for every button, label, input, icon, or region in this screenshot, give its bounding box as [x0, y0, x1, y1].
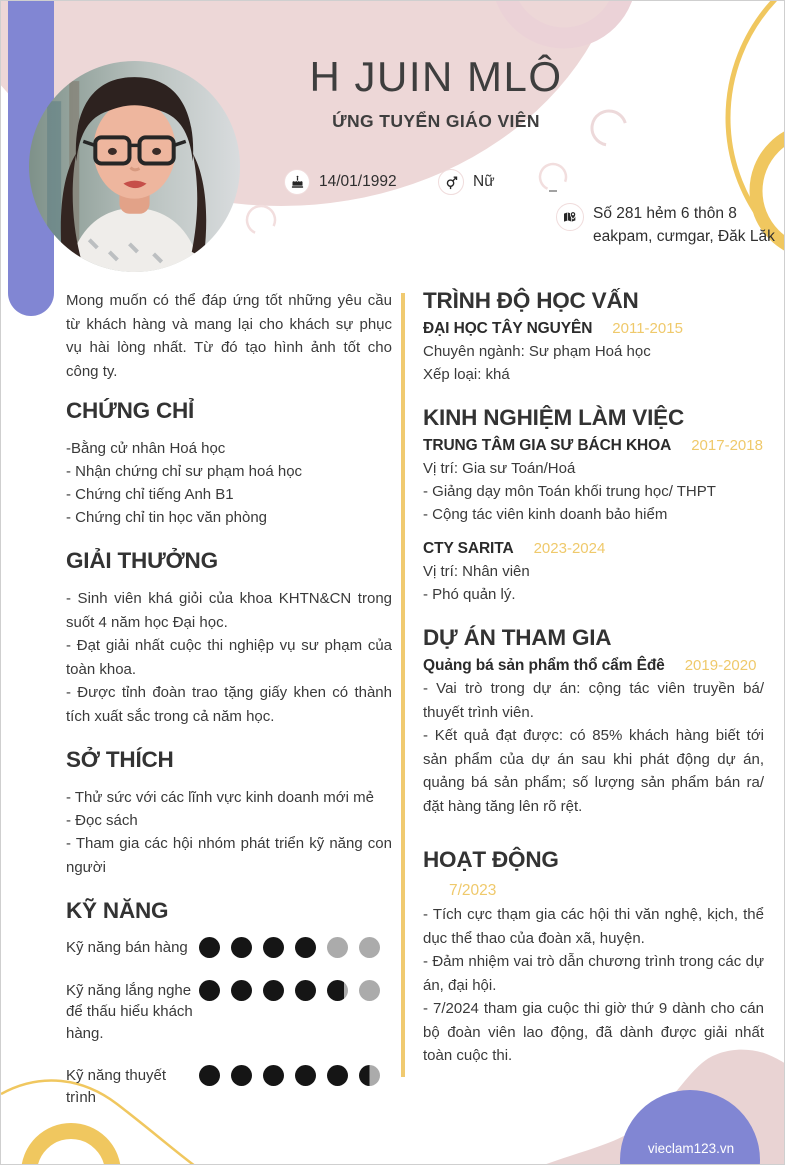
- skill-dot: [327, 1065, 348, 1086]
- intro-text: Mong muốn có thể đáp ứng tốt những yêu cầu từ khách hàng và mang lại cho khách sự phục vụ hài lòng nhất. Từ đó tạo hình ảnh tốt cho công ty.: [66, 292, 392, 380]
- right-column: [423, 287, 764, 1086]
- profile-photo-image: [29, 61, 240, 272]
- skill-dots: [199, 980, 380, 1001]
- skill-dot: [231, 1065, 252, 1086]
- skill-dot: [263, 1065, 284, 1086]
- job-line: - Cộng tác viên kinh doanh bảo hiểm: [423, 506, 668, 523]
- birthday-row: [284, 169, 397, 195]
- skill-label: Kỹ năng lắng nghe để thấu hiểu khách hàng.: [66, 981, 193, 1042]
- education-years: 2011-2015: [612, 320, 683, 337]
- job-line: Vị trí: Nhân viên: [423, 563, 530, 580]
- skill-row: [66, 980, 392, 1045]
- skill-dot: [295, 1065, 316, 1086]
- job-line: Vị trí: Gia sư Toán/Hoá: [423, 460, 576, 477]
- hobby-item: - Tham gia các hội nhóm phát triển kỹ năng con người: [66, 835, 392, 876]
- activity-line: - Đảm nhiệm vai trò dẫn chương trình trong các dự án, đại hội.: [423, 953, 764, 994]
- hobby-item: - Thử sức với các lĩnh vực kinh doanh mới mẻ: [66, 789, 374, 806]
- activity-line: - 7/2024 tham gia cuộc thi giờ thứ 9 dành cho cán bộ đoàn viên lao động, đã dành được giải nhất toàn cuộc thi.: [423, 1000, 764, 1064]
- project-line: - Kết quả đạt được: có 85% khách hàng biết tới sản phẩm của dự án sau khi phát động dự án, quảng bá sản phẩm; số lượng sản phẩm bán ra/đặt hàng tăng lên rõ rệt.: [423, 727, 764, 815]
- education-line: Chuyên ngành: Sư phạm Hoá học: [423, 343, 651, 360]
- skill-dot: [231, 980, 252, 1001]
- experience-heading: KINH NGHIỆM LÀM VIỆC: [423, 405, 685, 430]
- candidate-title: ỨNG TUYỂN GIÁO VIÊN: [332, 111, 540, 131]
- hobbies-heading: SỞ THÍCH: [66, 747, 174, 772]
- address-line-2: eakpam, cưmgar, Đăk Lăk: [593, 227, 775, 245]
- project-years: 2019-2020: [684, 657, 757, 674]
- map-pin-icon: [556, 203, 584, 231]
- gender-row: [438, 169, 495, 195]
- skill-dot: [263, 980, 284, 1001]
- certificate-item: - Nhận chứng chỉ sư phạm hoá học: [66, 463, 303, 480]
- education-heading: TRÌNH ĐỘ HỌC VẤN: [423, 288, 639, 313]
- pink-ring-small-2: [536, 160, 571, 195]
- gender-value: Nữ: [473, 173, 495, 190]
- skill-label: Kỹ năng thuyết trình: [66, 1067, 167, 1106]
- skill-label: Kỹ năng bán hàng: [66, 939, 188, 956]
- address-row: [556, 203, 775, 248]
- skill-dot: [231, 937, 252, 958]
- skill-row: [66, 1065, 392, 1108]
- left-column: [66, 289, 392, 1129]
- skill-dot: [359, 937, 380, 958]
- skill-dots: [199, 937, 380, 958]
- skill-dot: [295, 937, 316, 958]
- projects-heading: DỰ ÁN THAM GIA: [423, 625, 612, 650]
- certificates-heading: CHỨNG CHỈ: [66, 398, 195, 423]
- job-line: - Giảng dạy môn Toán khối trung học/ THPT: [423, 483, 716, 500]
- project-name: Quảng bá sản phẩm thổ cẩm Êđê: [423, 657, 665, 674]
- section-activities: [423, 836, 764, 1068]
- job-years: 2017-2018: [691, 437, 763, 454]
- skill-dot: [327, 980, 348, 1001]
- skill-dot: [295, 980, 316, 1001]
- certificate-item: -Bằng cử nhân Hoá học: [66, 440, 226, 457]
- section-education: [423, 287, 764, 386]
- section-certificates: [66, 397, 392, 529]
- skill-dot: [327, 937, 348, 958]
- section-skills: [66, 897, 392, 1108]
- column-divider: [401, 293, 405, 1077]
- skill-row: [66, 937, 392, 959]
- activities-date: 7/2023: [449, 882, 497, 899]
- certificate-item: - Chứng chỉ tiếng Anh B1: [66, 486, 234, 503]
- skill-dot: [199, 980, 220, 1001]
- candidate-name: H JUIN MLÔ: [309, 53, 563, 100]
- skill-dot: [359, 1065, 380, 1086]
- section-awards: [66, 547, 392, 728]
- birthday-cake-icon: [284, 169, 310, 195]
- job-org: TRUNG TÂM GIA SƯ BÁCH KHOA: [423, 437, 672, 454]
- activity-line: - Tích cực thạm gia các hội thi văn nghệ, kịch, thể dục thể thao của đoàn xã, huyện.: [423, 906, 764, 947]
- project-line: - Vai trò trong dự án: cộng tác viên truyền bá/ thuyết trình viên.: [423, 680, 764, 721]
- job-years: 2023-2024: [533, 540, 606, 557]
- hobby-item: - Đọc sách: [66, 812, 138, 829]
- section-hobbies: [66, 746, 392, 879]
- education-school: ĐẠI HỌC TÂY NGUYÊN: [423, 320, 593, 337]
- award-item: - Được tỉnh đoàn trao tặng giấy khen có thành tích xuất sắc trong cả năm học.: [66, 684, 392, 725]
- job-line: - Phó quản lý.: [423, 586, 516, 603]
- birthday-value: 14/01/1992: [319, 173, 397, 190]
- section-projects: [423, 624, 764, 818]
- award-item: - Sinh viên khá giỏi của khoa KHTN&CN trong suốt 4 năm học Đại học.: [66, 590, 392, 631]
- section-experience: [423, 404, 764, 606]
- award-item: - Đạt giải nhất cuộc thi nghiệp vụ sư phạm của toàn khoa.: [66, 637, 392, 678]
- skill-dot: [263, 937, 284, 958]
- job-org: CTY SARITA: [423, 540, 514, 557]
- pink-ring-small-1: [242, 201, 279, 238]
- yellow-arc-bottom-left: [29, 1131, 113, 1165]
- activities-heading: HOẠT ĐỘNG: [423, 847, 559, 872]
- skill-dot: [199, 937, 220, 958]
- gender-icon: [438, 169, 464, 195]
- footer-brand: vieclam123.vn: [647, 1141, 735, 1156]
- certificate-item: - Chứng chỉ tin học văn phòng: [66, 509, 267, 526]
- awards-heading: GIẢI THƯỞNG: [66, 548, 218, 573]
- skills-heading: KỸ NĂNG: [66, 898, 169, 923]
- skill-dots: [199, 1065, 380, 1086]
- profile-photo: [29, 61, 240, 272]
- address-line-1: Số 281 hẻm 6 thôn 8: [593, 205, 737, 222]
- skill-dot: [359, 980, 380, 1001]
- skill-dot: [199, 1065, 220, 1086]
- education-line: Xếp loại: khá: [423, 366, 510, 383]
